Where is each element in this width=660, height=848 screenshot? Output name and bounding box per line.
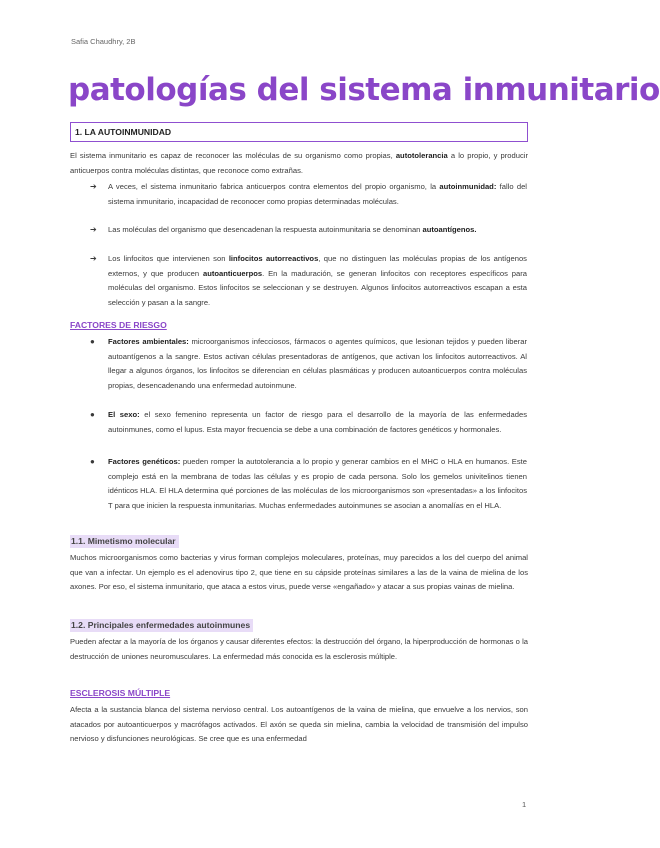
risk-factors-heading: FACTORES DE RIESGO bbox=[70, 320, 167, 330]
arrow-text: fallo del sistema inmunitario, incapacidad de reconocer como propias determinadas moléculas. bbox=[108, 182, 527, 206]
arrow-text: , que no distinguen las moléculas propias de los antígenos externos, y que producen bbox=[108, 254, 527, 278]
enfermedades-heading: 1.2. Principales enfermedades autoinmunes bbox=[70, 619, 253, 632]
author-header: Safia Chaudhry, 2B bbox=[71, 37, 136, 46]
bullet-icon: ● bbox=[90, 337, 95, 346]
arrow-text: Los linfocitos que intervienen son bbox=[108, 254, 229, 263]
arrow-text: . En la maduración, se generan linfocitos con receptores específicos para moléculas del organismo. Estos linfocitos se seleccionan y se destruyen. Algunos linfocitos autorreactivos escapan a esta selección y pasan a la sangre. bbox=[108, 268, 527, 307]
intro-paragraph bbox=[70, 149, 528, 178]
arrow-icon: ➔ bbox=[90, 182, 97, 191]
bullet-text: microorganismos infecciosos, fármacos o agentes químicos, que lesionan tejidos y pueden liberar autoantígenos a la sangre. Estos activan células presentadoras de antígenos, que activan los linfocitos autorreactivos. Al llegar a algunos órganos, los linfocitos se diferencian en células plasmáticas y producen autoanticuerpos contra moléculas propias, desencadenando una enfermedad autoinmune. bbox=[108, 337, 528, 390]
arrow-item bbox=[90, 223, 527, 238]
arrow-item bbox=[90, 180, 527, 209]
bullet-item bbox=[90, 455, 527, 513]
arrow-term: autoinmunidad: bbox=[439, 182, 497, 191]
bullet-item bbox=[90, 335, 527, 393]
arrow-item bbox=[90, 252, 527, 310]
esclerosis-heading: ESCLEROSIS MÚLTIPLE bbox=[70, 688, 171, 698]
page-number: 1 bbox=[522, 800, 527, 809]
bullet-icon: ● bbox=[90, 457, 95, 466]
arrow-term: linfocitos autorreactivos bbox=[228, 254, 319, 263]
bullet-icon: ● bbox=[90, 410, 95, 419]
enfermedades-paragraph: Pueden afectar a la mayoría de los órganos y causar diferentes efectos: la destrucción del órgano, la hiperproducción de hormonas o la destrucción de uniones neuromusculares. La enfermedad más conocida es la esclerosis múltiple. bbox=[70, 637, 528, 661]
mimetismo-heading: 1.1. Mimetismo molecular bbox=[70, 535, 179, 548]
arrow-term: autoanticuerpos bbox=[203, 268, 263, 278]
intro-term-autotolerancia: autotolerancia bbox=[395, 151, 448, 160]
bullet-item bbox=[90, 408, 527, 437]
arrow-icon: ➔ bbox=[90, 225, 97, 234]
intro-text-2: a lo propio, y producir anticuerpos contra moléculas distintas, que reconoce como extrañas. bbox=[70, 151, 528, 175]
arrow-term: autoantígenos. bbox=[422, 225, 477, 234]
page-title: patologías del sistema inmunitario bbox=[68, 72, 660, 108]
bullet-term: Factores ambientales: bbox=[108, 337, 189, 346]
arrow-text: Las moléculas del organismo que desencadenan la respuesta autoinmunitaria se denominan bbox=[108, 225, 423, 234]
bullet-text: el sexo femenino representa un factor de riesgo para el desarrollo de la mayoría de las enfermedades autoinmunes, como el lupus. Esta mayor frecuencia se debe a una combinación de factores genéticos y hormonales. bbox=[108, 410, 527, 434]
arrow-icon: ➔ bbox=[90, 254, 97, 263]
arrow-text: A veces, el sistema inmunitario fabrica anticuerpos contra elementos del propio organismo, la bbox=[108, 182, 440, 191]
bullet-term: El sexo: bbox=[108, 410, 140, 419]
esclerosis-paragraph: Afecta a la sustancia blanca del sistema nervioso central. Los autoantígenos de la vaina de mielina, que envuelve a los nervios, son atacados por autoanticuerpos y macrófagos activados. El axón se queda sin mielina, cambia la velocidad de transmisión del impulso nervioso y disfunciones neurológicas. Se cree que es una enfermedad bbox=[70, 705, 528, 743]
mimetismo-paragraph: Muchos microorganismos como bacterias y virus forman complejos moleculares, proteínas, muy parecidos a los del cuerpo del animal que van a infectar. Un ejemplo es el adenovirus tipo 2, que tiene en su cápside proteínas similares a las de la vaina de mielina de los axones. Por eso, el sistema inmunitario, que ataca a estos virus, puede verse «engañado» y atacar a sus propias vainas de mielina. bbox=[70, 553, 528, 591]
section-heading-autoinmunidad: 1. LA AUTOINMUNIDAD bbox=[70, 122, 528, 142]
intro-text-1: El sistema inmunitario es capaz de reconocer las moléculas de su organismo como propias, bbox=[70, 151, 396, 160]
bullet-text: pueden romper la autotolerancia a lo propio y generar cambios en el MHC o HLA en humanos. Este complejo está en la membrana de todas las células y es propio de cada persona. Solo los gemelos univitelinos tienen idénticos HLA. El HLA determina qué porciones de las moléculas de los microorganismos son «presentadas» a los linfocitos T para que inicien la respuesta inmunitarias. Muchas enfermedades autoinmunes se asocian a anomalías en el HLA. bbox=[108, 457, 527, 510]
bullet-term: Factores genéticos: bbox=[108, 457, 181, 466]
